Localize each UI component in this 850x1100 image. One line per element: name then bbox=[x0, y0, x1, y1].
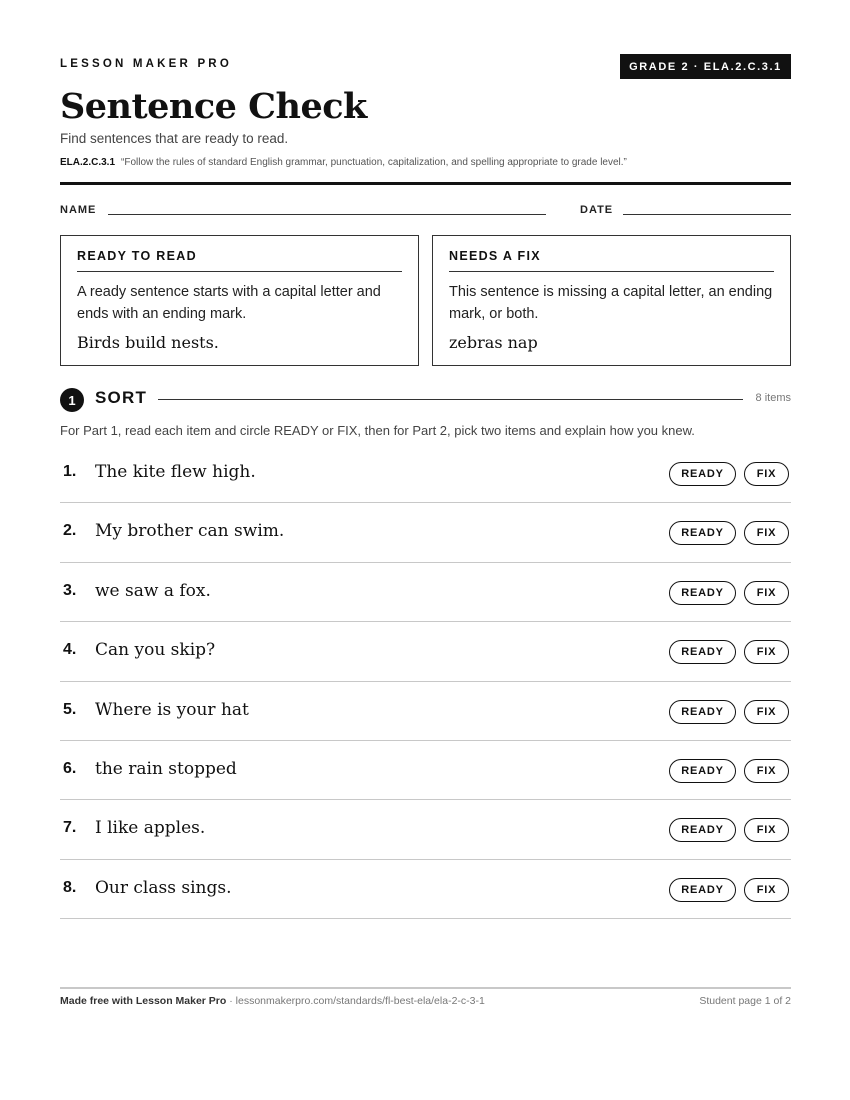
item-sentence: Can you skip? bbox=[95, 640, 216, 661]
section-title: SORT bbox=[95, 388, 148, 407]
list-item bbox=[60, 860, 791, 919]
item-sentence: Our class sings. bbox=[95, 877, 232, 898]
item-number: 2. bbox=[63, 522, 77, 540]
section-divider bbox=[158, 399, 743, 400]
item-list bbox=[60, 444, 791, 919]
fix-option[interactable]: FIX bbox=[744, 878, 789, 902]
ready-option[interactable]: READY bbox=[669, 521, 736, 545]
worksheet-page bbox=[60, 0, 791, 1100]
list-item bbox=[60, 800, 791, 859]
fix-option[interactable]: FIX bbox=[744, 759, 789, 783]
item-number: 3. bbox=[63, 581, 77, 599]
ready-example: Birds build nests. bbox=[77, 333, 219, 352]
item-sentence: The kite flew high. bbox=[95, 462, 256, 482]
ready-option[interactable]: READY bbox=[669, 759, 736, 783]
fix-option[interactable]: FIX bbox=[744, 700, 789, 724]
fix-heading: NEEDS A FIX bbox=[449, 249, 774, 272]
list-item bbox=[60, 682, 791, 741]
page-subtitle: Find sentences that are ready to read. bbox=[60, 131, 289, 146]
footer-credit bbox=[60, 995, 485, 1007]
item-number: 5. bbox=[63, 700, 77, 718]
ready-option[interactable]: READY bbox=[669, 581, 736, 605]
item-number: 8. bbox=[63, 878, 77, 896]
list-item bbox=[60, 563, 791, 622]
section-number-badge: 1 bbox=[60, 388, 84, 412]
fix-description: This sentence is missing a capital letter, an ending mark, or both. bbox=[449, 284, 773, 322]
standard-code: ELA.2.C.3.1 bbox=[60, 157, 116, 168]
footer-url: · lessonmakerpro.com/standards/fl-best-ela/ela-2-c-3-1 bbox=[226, 995, 485, 1007]
footer-brand: Made free with Lesson Maker Pro bbox=[60, 995, 227, 1007]
ready-heading: READY TO READ bbox=[77, 249, 402, 272]
standard-line bbox=[60, 157, 627, 168]
grade-badge: GRADE 2 · ELA.2.C.3.1 bbox=[620, 54, 791, 79]
ready-reference-box bbox=[60, 235, 419, 366]
fix-example: zebras nap bbox=[449, 333, 538, 352]
item-number: 4. bbox=[63, 641, 77, 659]
header-divider bbox=[60, 182, 791, 185]
item-count: 8 items bbox=[755, 392, 791, 404]
footer-divider bbox=[60, 987, 791, 989]
fix-option[interactable]: FIX bbox=[744, 521, 789, 545]
date-field[interactable] bbox=[623, 214, 791, 215]
standard-text: “Follow the rules of standard English grammar, punctuation, capitalization, and spelling appropriate to grade level.” bbox=[121, 157, 627, 168]
fix-option[interactable]: FIX bbox=[744, 640, 789, 664]
date-label: DATE bbox=[580, 204, 614, 216]
list-item bbox=[60, 622, 791, 681]
item-number: 7. bbox=[63, 819, 77, 837]
list-item bbox=[60, 444, 791, 503]
page-indicator: Student page 1 of 2 bbox=[699, 995, 791, 1007]
name-label: NAME bbox=[60, 204, 97, 216]
item-number: 1. bbox=[63, 463, 77, 480]
list-item bbox=[60, 741, 791, 800]
ready-option[interactable]: READY bbox=[669, 818, 736, 842]
directions: For Part 1, read each item and circle READY or FIX, then for Part 2, pick two items and explain how you knew. bbox=[60, 423, 695, 438]
name-field[interactable] bbox=[108, 214, 546, 215]
ready-option[interactable]: READY bbox=[669, 878, 736, 902]
fix-reference-box bbox=[432, 235, 791, 366]
list-item bbox=[60, 503, 791, 562]
item-number: 6. bbox=[63, 759, 77, 777]
item-sentence: Where is your hat bbox=[95, 699, 249, 720]
fix-option[interactable]: FIX bbox=[744, 818, 789, 842]
fix-option[interactable]: FIX bbox=[744, 581, 789, 605]
ready-description: A ready sentence starts with a capital letter and ends with an ending mark. bbox=[77, 284, 381, 322]
fix-option[interactable]: FIX bbox=[744, 462, 789, 486]
item-sentence: we saw a fox. bbox=[95, 580, 211, 601]
item-sentence: the rain stopped bbox=[95, 758, 237, 779]
page-title: Sentence Check bbox=[60, 86, 367, 127]
ready-option[interactable]: READY bbox=[669, 462, 736, 486]
brand-name: LESSON MAKER PRO bbox=[60, 58, 232, 70]
ready-option[interactable]: READY bbox=[669, 640, 736, 664]
item-sentence: My brother can swim. bbox=[95, 521, 285, 542]
item-sentence: I like apples. bbox=[95, 818, 206, 839]
ready-option[interactable]: READY bbox=[669, 700, 736, 724]
